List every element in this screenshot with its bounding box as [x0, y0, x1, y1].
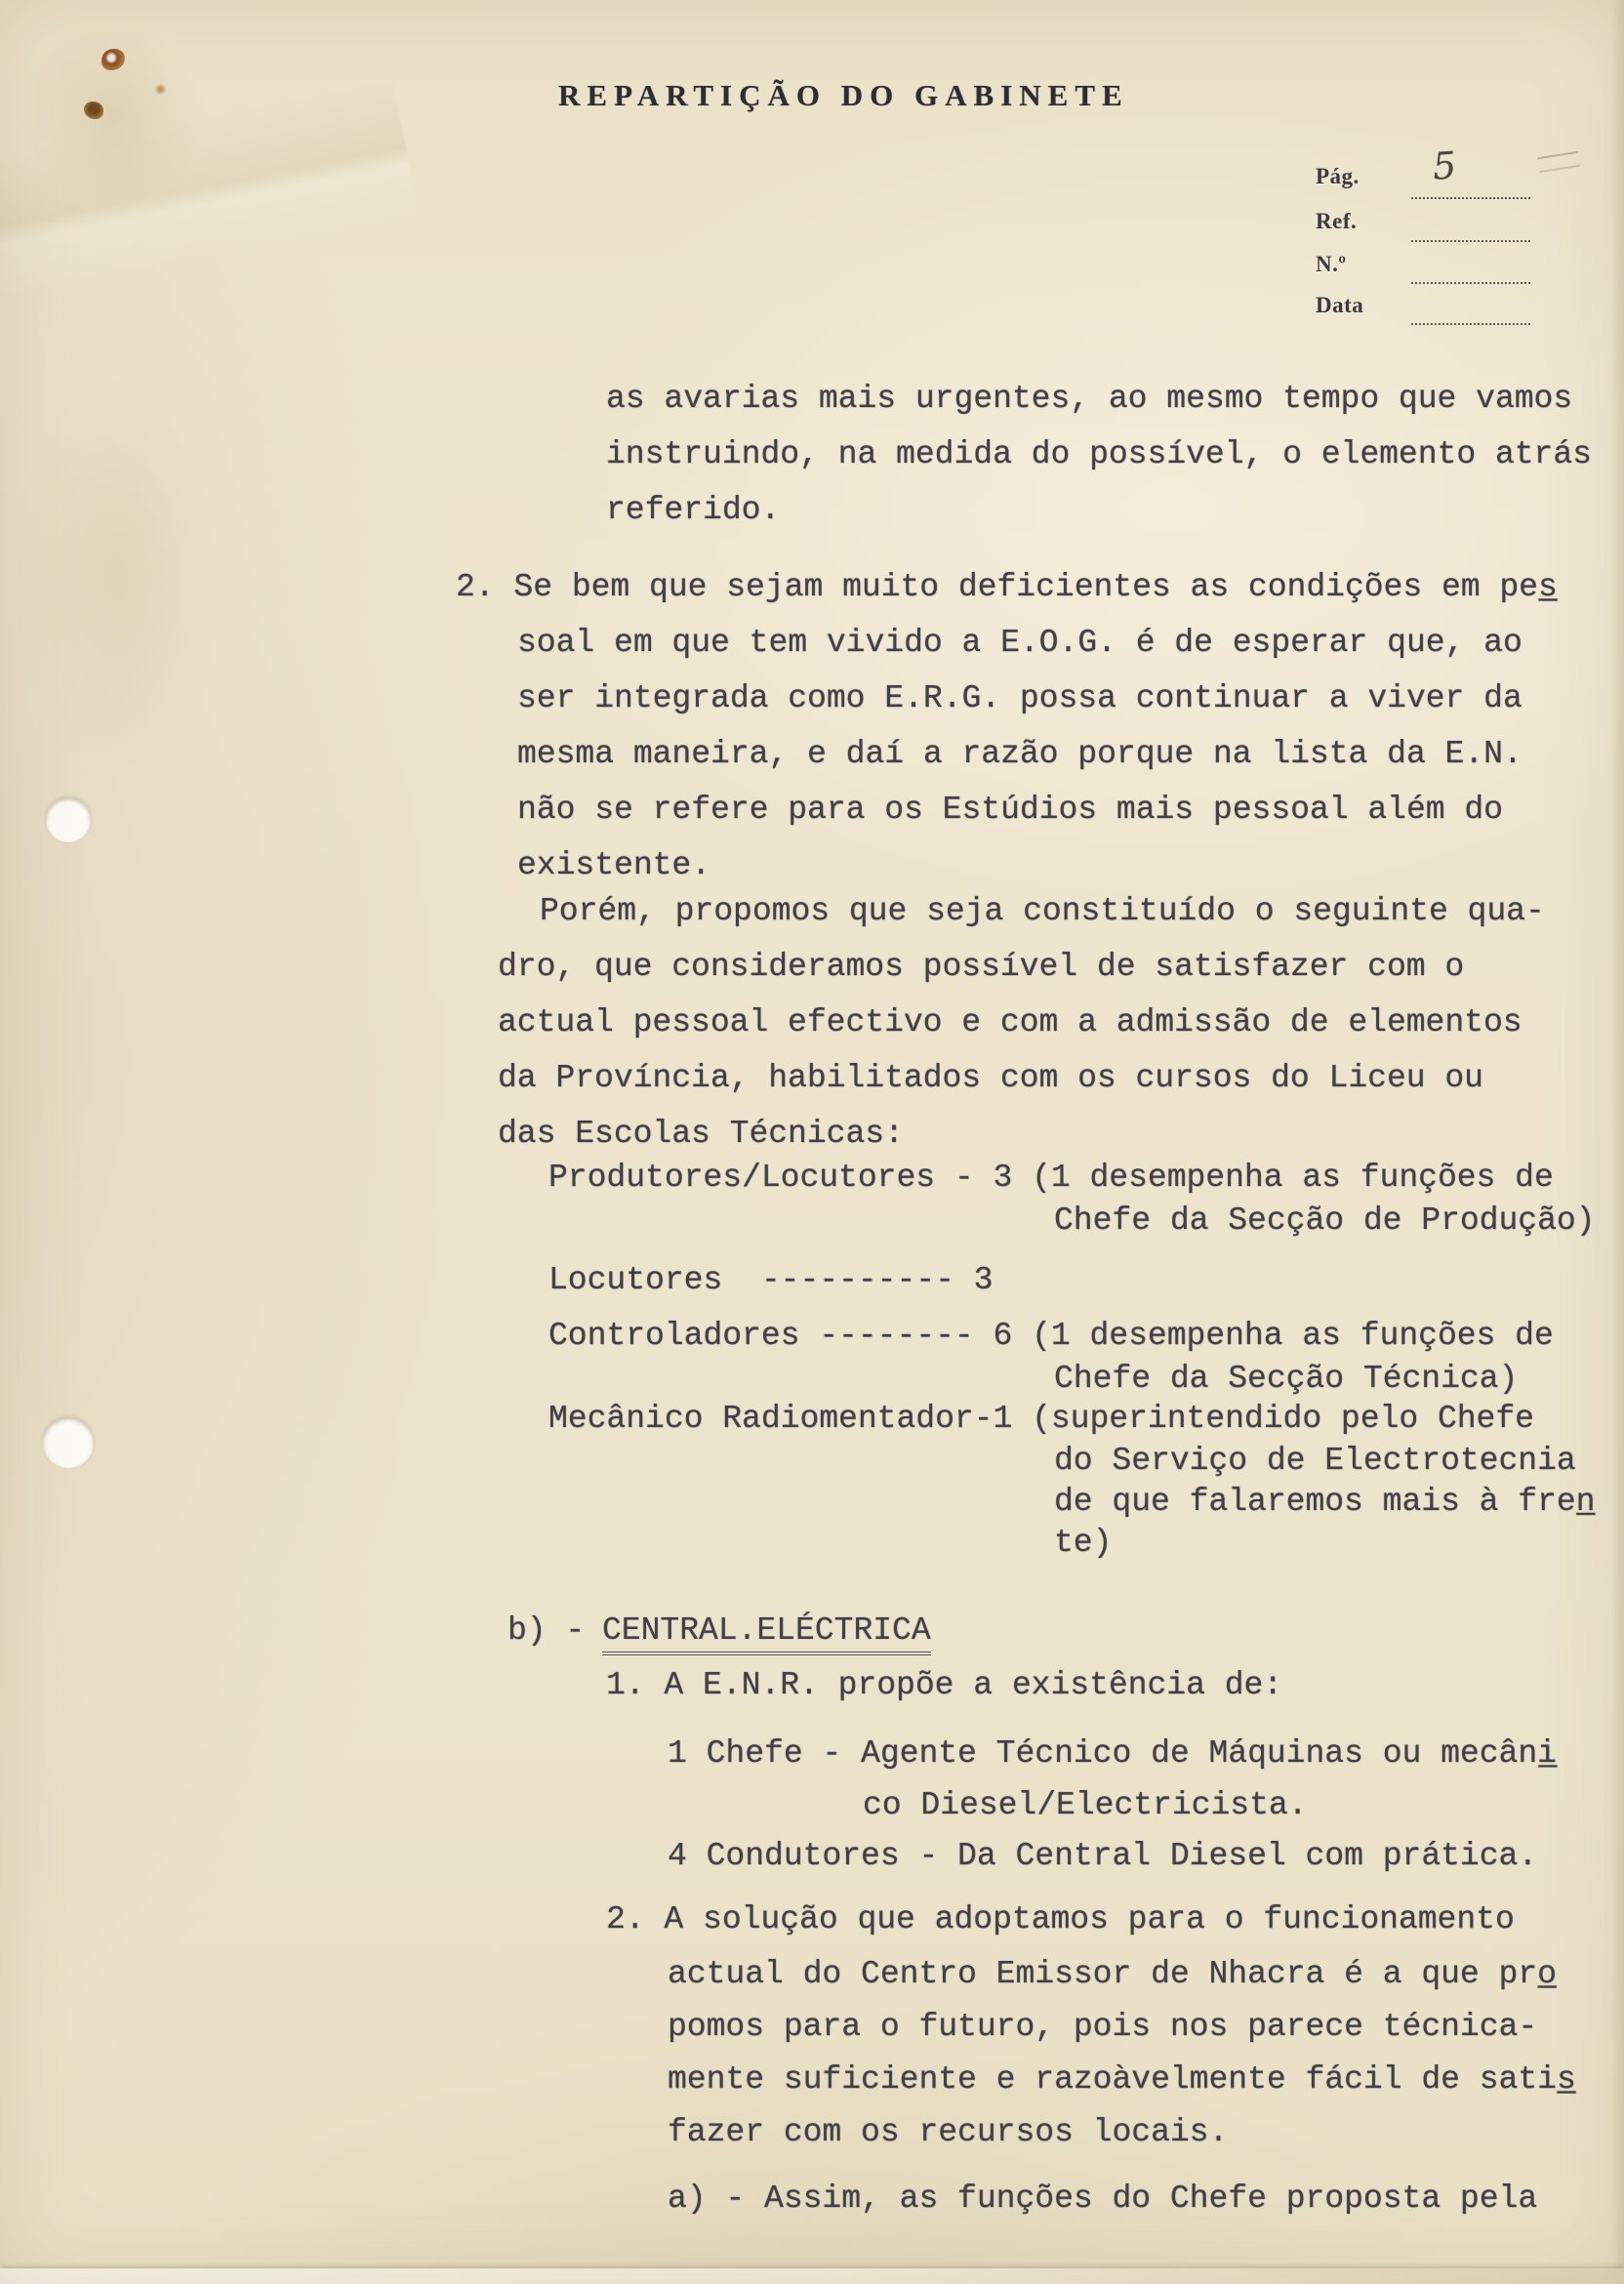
- data-dotted-line: [1411, 323, 1530, 325]
- page-title: REPARTIÇÃO DO GABINETE: [558, 78, 1129, 112]
- staff-row-continuation: do Serviço de Electrotecnia: [1054, 1443, 1576, 1479]
- section-title: CENTRAL.ELÉCTRICA: [602, 1614, 931, 1655]
- text-line: mesma maneira, e daí a razão porque na lista da E.N.: [517, 736, 1522, 772]
- pag-label: Pág.: [1316, 164, 1360, 188]
- text-line: pomos para o futuro, pois nos parece técnica-: [668, 2009, 1538, 2045]
- staff-row-continuation: Chefe da Secção de Produção): [1054, 1203, 1596, 1239]
- text-line: não se refere para os Estúdios mais pessoal além do: [517, 792, 1503, 828]
- num-dotted-line: [1411, 282, 1530, 284]
- text-line: instruindo, na medida do possível, o elemento atrás: [606, 436, 1592, 472]
- staff-row-continuation: te): [1054, 1525, 1113, 1561]
- pag-dotted-line: [1411, 197, 1530, 199]
- text-line: co Diesel/Electricista.: [863, 1787, 1308, 1823]
- text-line: actual pessoal efectivo e com a admissão de elementos: [498, 1004, 1522, 1040]
- text-line: 2. Se bem que sejam muito deficientes as condições em pes̲: [456, 569, 1558, 605]
- staff-row: Locutores ---------- 3: [548, 1262, 994, 1298]
- text-line: a) - Assim, as funções do Chefe proposta pela: [668, 2181, 1538, 2217]
- text-line: fazer com os recursos locais.: [668, 2114, 1229, 2150]
- rust-stain: [84, 102, 103, 119]
- text-line: as avarias mais urgentes, ao mesmo tempo que vamos: [606, 381, 1573, 417]
- text-line: soal em que tem vivido a E.O.G. é de esperar que, ao: [517, 625, 1522, 661]
- text-line: 1 Chefe - Agente Técnico de Máquinas ou mecâni̲: [668, 1735, 1557, 1772]
- pencil-mark: [1537, 151, 1580, 173]
- text-line: das Escolas Técnicas:: [498, 1116, 904, 1152]
- ref-dotted-line: [1411, 240, 1530, 242]
- rust-stain: [154, 84, 167, 95]
- staff-row-continuation: de que falaremos mais à fren̲: [1054, 1484, 1596, 1520]
- text-line: da Província, habilitados com os cursos do Liceu ou: [498, 1060, 1483, 1096]
- staff-row: Mecânico Radiomentador-1 (superintendido pelo Chefe: [548, 1401, 1534, 1437]
- text-line: dro, que consideramos possível de satisfazer com o: [498, 949, 1465, 985]
- handwritten-page-number: 5: [1431, 143, 1458, 188]
- text-line: mente suficiente e razoàvelmente fácil de satis̲: [668, 2061, 1576, 2098]
- punch-hole: [43, 1417, 94, 1468]
- text-line: actual do Centro Emissor de Nhacra é a que pro̲: [668, 1956, 1557, 1992]
- num-label: N.º: [1316, 252, 1347, 276]
- staff-row-continuation: Chefe da Secção Técnica): [1054, 1361, 1519, 1397]
- page-bottom-edge: [0, 2268, 1624, 2284]
- data-label: Data: [1316, 293, 1364, 317]
- text-line: ser integrada como E.R.G. possa continuar a viver da: [517, 680, 1522, 716]
- text-line: 2. A solução que adoptamos para o funcionamento: [606, 1901, 1515, 1937]
- text-line: 1. A E.N.R. propõe a existência de:: [606, 1667, 1283, 1703]
- page-right-edge: [1610, 0, 1624, 2284]
- text-line: Porém, propomos que seja constituído o seguinte qua-: [540, 893, 1545, 929]
- section-marker: b) -: [508, 1612, 586, 1649]
- left-edge-smudge: [10, 371, 224, 781]
- text-line: 4 Condutores - Da Central Diesel com prática.: [668, 1838, 1538, 1874]
- text-line: referido.: [606, 492, 781, 528]
- punch-hole: [46, 797, 91, 842]
- staff-row: Produtores/Locutores - 3 (1 desempenha as funções de: [548, 1160, 1554, 1196]
- staff-row: Controladores -------- 6 (1 desempenha as funções de: [548, 1318, 1554, 1354]
- text-line: existente.: [517, 847, 711, 883]
- ref-label: Ref.: [1316, 209, 1358, 233]
